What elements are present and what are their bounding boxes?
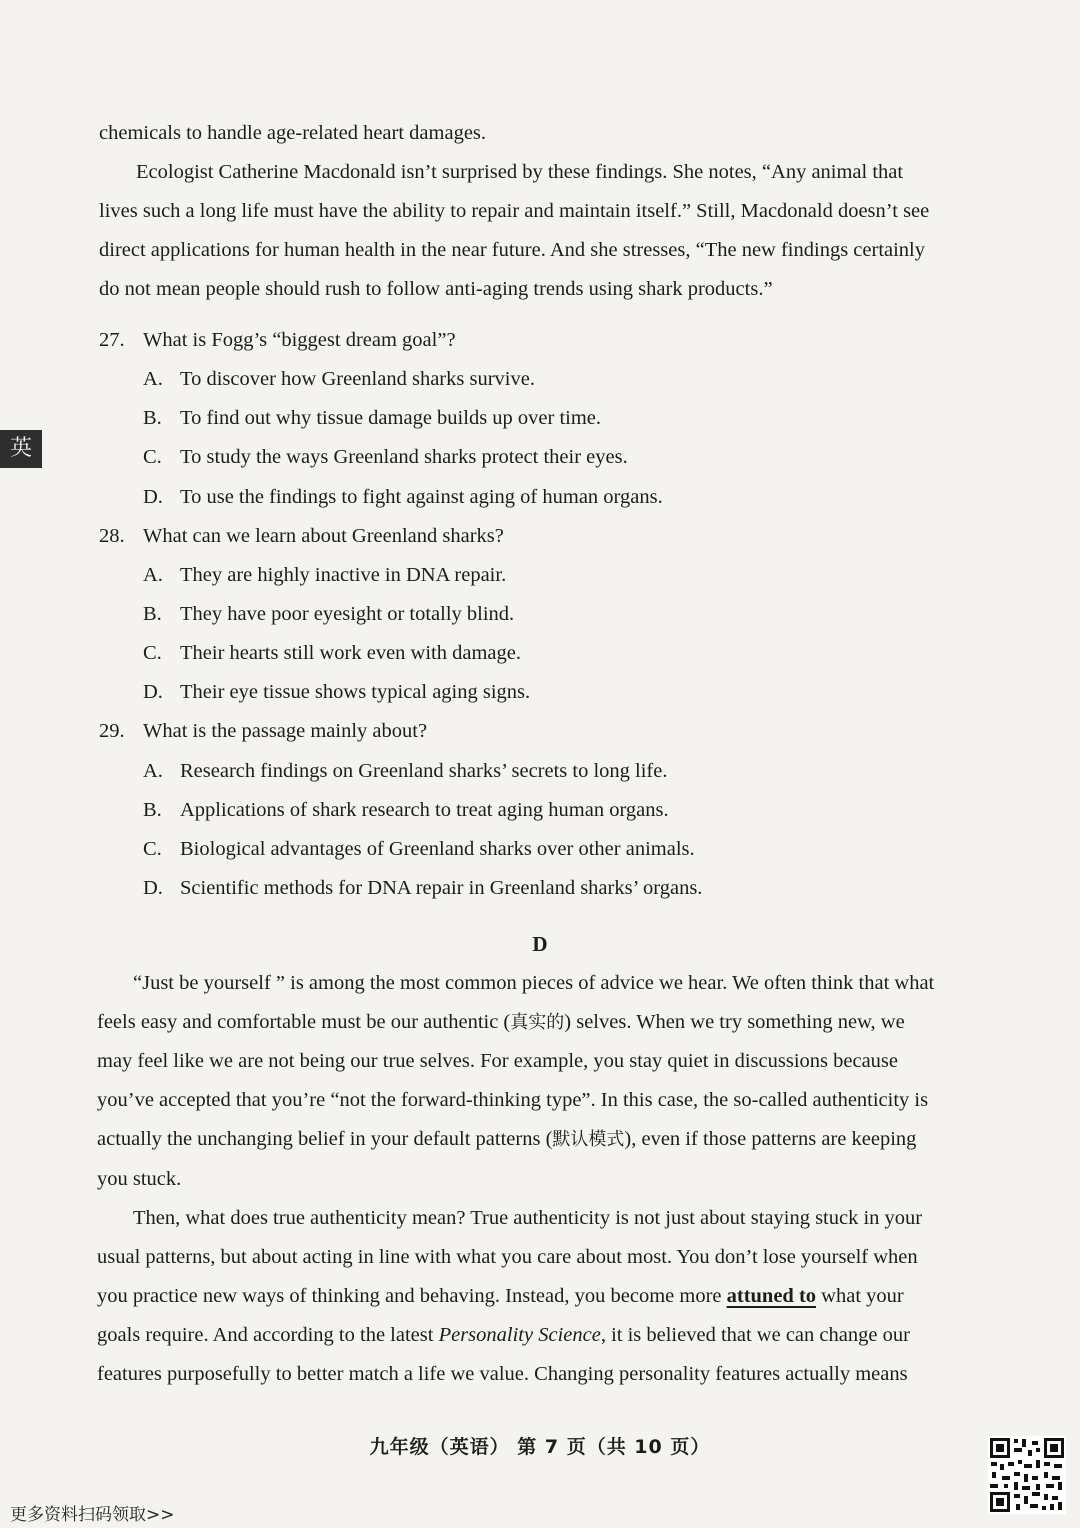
text-span: what your xyxy=(816,1285,904,1307)
question-28-stem xyxy=(99,522,504,550)
subject-side-tab: 英 xyxy=(0,430,42,468)
text-span: you practice new ways of thinking and behaving. Instead, you become more xyxy=(97,1285,727,1307)
passage-line xyxy=(97,1282,983,1310)
question-number: 29. xyxy=(99,720,125,742)
option-letter: D. xyxy=(143,486,163,508)
option-text: To discover how Greenland sharks survive. xyxy=(180,368,535,390)
passage-line: usual patterns, but about acting in line with what you care about most. You don’t lose yourself when xyxy=(97,1246,918,1268)
question-27-stem xyxy=(99,326,456,354)
option-28-a[interactable] xyxy=(143,561,506,589)
passage-line: direct applications for human health in the near future. And she stresses, “The new findings certainly xyxy=(99,239,926,261)
option-text: Biological advantages of Greenland sharks over other animals. xyxy=(180,838,695,860)
option-text: To use the findings to fight against aging of human organs. xyxy=(180,486,663,508)
option-29-a[interactable] xyxy=(143,757,668,785)
passage-line: do not mean people should rush to follow anti-aging trends using shark products.” xyxy=(99,278,773,300)
text-span: ), even if those patterns are keeping xyxy=(624,1128,917,1150)
text-span: , it is believed that we can change our xyxy=(600,1324,910,1346)
option-letter: D. xyxy=(143,681,163,703)
question-text: What can we learn about Greenland sharks? xyxy=(143,525,504,547)
option-letter: C. xyxy=(143,642,162,664)
option-text: Applications of shark research to treat aging human organs. xyxy=(180,799,669,821)
option-27-d[interactable] xyxy=(143,483,663,511)
option-letter: B. xyxy=(143,407,162,429)
option-letter: C. xyxy=(143,446,162,468)
page-footer: 九年级（英语） 第 7 页（共 10 页） xyxy=(369,1436,711,1458)
question-text: What is the passage mainly about? xyxy=(143,720,428,742)
option-letter: A. xyxy=(143,368,163,390)
option-letter: B. xyxy=(143,603,162,625)
text-span: ) selves. When we try something new, we xyxy=(564,1011,905,1033)
option-27-a[interactable] xyxy=(143,365,535,393)
passage-line: features purposefully to better match a life we value. Changing personality features actually means xyxy=(97,1363,908,1385)
bottom-promo-text[interactable]: 更多资料扫码领取>> xyxy=(10,1505,175,1525)
text-span: feels easy and comfortable must be our authentic ( xyxy=(97,1011,511,1033)
option-text: Scientific methods for DNA repair in Greenland sharks’ organs. xyxy=(180,877,703,899)
option-text: Research findings on Greenland sharks’ secrets to long life. xyxy=(180,760,668,782)
option-28-c[interactable] xyxy=(143,639,521,667)
option-text: Their eye tissue shows typical aging signs. xyxy=(180,681,531,703)
underlined-keyword: attuned to xyxy=(726,1285,817,1307)
option-28-d[interactable] xyxy=(143,678,530,706)
question-number: 28. xyxy=(99,525,125,547)
option-29-b[interactable] xyxy=(143,796,669,824)
text-span: goals require. And according to the latest xyxy=(97,1324,439,1346)
chinese-gloss: 默认模式 xyxy=(552,1129,625,1150)
option-letter: D. xyxy=(143,877,163,899)
passage-line: Then, what does true authenticity mean? True authenticity is not just about staying stuck in your xyxy=(133,1207,923,1229)
chinese-gloss: 真实的 xyxy=(510,1012,565,1033)
question-number: 27. xyxy=(99,329,125,351)
passage-line: chemicals to handle age-related heart damages. xyxy=(99,122,487,144)
option-29-c[interactable] xyxy=(143,835,695,863)
italic-title: Personality Science xyxy=(438,1324,601,1346)
question-text: What is Fogg’s “biggest dream goal”? xyxy=(143,329,456,351)
option-text: To study the ways Greenland sharks protect their eyes. xyxy=(180,446,628,468)
option-text: They are highly inactive in DNA repair. xyxy=(180,564,507,586)
passage-line: you stuck. xyxy=(97,1168,182,1190)
option-letter: C. xyxy=(143,838,162,860)
passage-line: lives such a long life must have the ability to repair and maintain itself.” Still, Macdonald doesn’t see xyxy=(99,200,930,222)
passage-line: may feel like we are not being our true selves. For example, you stay quiet in discussions because xyxy=(97,1050,898,1072)
passage-line: you’ve accepted that you’re “not the forward-thinking type”. In this case, the so-called authenticity is xyxy=(97,1089,929,1111)
text-span: actually the unchanging belief in your default patterns ( xyxy=(97,1128,553,1150)
option-28-b[interactable] xyxy=(143,600,514,628)
option-letter: B. xyxy=(143,799,162,821)
option-text: They have poor eyesight or totally blind. xyxy=(180,603,515,625)
option-27-b[interactable] xyxy=(143,404,601,432)
option-letter: A. xyxy=(143,760,163,782)
passage-line xyxy=(97,1008,983,1037)
passage-line: Ecologist Catherine Macdonald isn’t surprised by these findings. She notes, “Any animal that xyxy=(136,161,904,183)
passage-line: “Just be yourself ” is among the most common pieces of advice we hear. We often think that what xyxy=(133,972,935,994)
option-29-d[interactable] xyxy=(143,874,702,902)
passage-line xyxy=(97,1125,983,1154)
question-29-stem xyxy=(99,717,427,745)
option-text: To find out why tissue damage builds up over time. xyxy=(180,407,602,429)
option-27-c[interactable] xyxy=(143,443,628,471)
option-text: Their hearts still work even with damage. xyxy=(180,642,521,664)
qr-code-icon[interactable] xyxy=(988,1436,1066,1514)
option-letter: A. xyxy=(143,564,163,586)
passage-line xyxy=(97,1321,983,1349)
section-heading: D xyxy=(532,932,548,956)
